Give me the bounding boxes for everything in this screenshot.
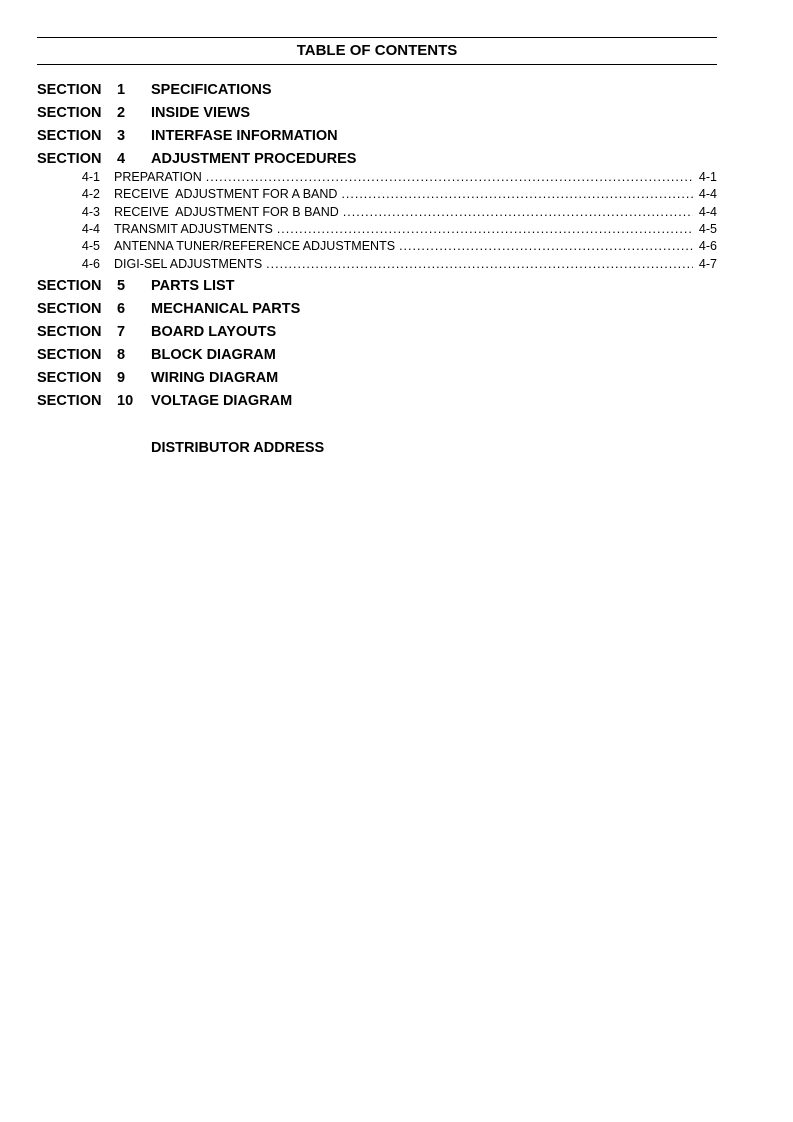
- section-number: 5: [117, 278, 126, 294]
- section-title: MECHANICAL PARTS: [151, 301, 301, 317]
- page-number: 4-4: [698, 205, 717, 219]
- subsection-number: 4-2: [81, 187, 100, 201]
- section-number: 9: [117, 370, 126, 386]
- subsection-title: RECEIVE ADJUSTMENT FOR A BAND: [114, 187, 338, 201]
- section-word: SECTION: [37, 105, 102, 121]
- section-title: BLOCK DIAGRAM: [151, 347, 276, 363]
- page-number: 4-4: [698, 187, 717, 201]
- page-number: 4-1: [698, 170, 717, 184]
- section-word: SECTION: [37, 347, 102, 363]
- top-rule: [37, 37, 717, 38]
- toc-subsection-4-2[interactable]: [81, 186, 717, 202]
- toc-subsection-4-5[interactable]: [81, 238, 717, 254]
- section-word: SECTION: [37, 393, 102, 409]
- section-title: INTERFASE INFORMATION: [151, 128, 338, 144]
- section-number: 10: [117, 393, 134, 409]
- subsection-number: 4-6: [81, 257, 100, 271]
- section-word: SECTION: [37, 128, 102, 144]
- subsection-title: ANTENNA TUNER/REFERENCE ADJUSTMENTS: [114, 239, 396, 253]
- section-title: PARTS LIST: [151, 278, 235, 294]
- toc-subsection-4-4[interactable]: [81, 221, 717, 237]
- page-number: 4-5: [698, 222, 717, 236]
- section-title: SPECIFICATIONS: [151, 82, 272, 98]
- subsection-title: DIGI-SEL ADJUSTMENTS: [114, 257, 263, 271]
- page-number: 4-6: [698, 239, 717, 253]
- toc-subsection-4-1[interactable]: [81, 169, 717, 185]
- section-number: 4: [117, 151, 126, 167]
- toc-subsection-4-3[interactable]: [81, 204, 717, 220]
- section-word: SECTION: [37, 82, 102, 98]
- dot-leader: [343, 204, 693, 220]
- subsection-number: 4-4: [81, 222, 100, 236]
- section-title: INSIDE VIEWS: [151, 105, 251, 121]
- section-number: 2: [117, 105, 126, 121]
- section-word: SECTION: [37, 324, 102, 340]
- dot-leader: [341, 186, 692, 202]
- section-title: ADJUSTMENT PROCEDURES: [151, 151, 357, 167]
- subsection-number: 4-5: [81, 239, 100, 253]
- section-word: SECTION: [37, 370, 102, 386]
- subsection-number: 4-1: [81, 170, 100, 184]
- dot-leader: [266, 256, 693, 272]
- page-title: TABLE OF CONTENTS: [296, 42, 458, 59]
- section-title: BOARD LAYOUTS: [151, 324, 277, 340]
- section-title: WIRING DIAGRAM: [151, 370, 279, 386]
- section-number: 8: [117, 347, 126, 363]
- dot-leader: [399, 238, 693, 254]
- section-number: 7: [117, 324, 126, 340]
- section-number: 6: [117, 301, 126, 317]
- page-number: 4-7: [698, 257, 717, 271]
- subsection-number: 4-3: [81, 205, 100, 219]
- bottom-rule: [37, 64, 717, 65]
- dot-leader: [206, 169, 693, 185]
- subsection-title: PREPARATION: [114, 170, 202, 184]
- section-word: SECTION: [37, 301, 102, 317]
- section-title: VOLTAGE DIAGRAM: [151, 393, 293, 409]
- subsection-title: TRANSMIT ADJUSTMENTS: [114, 222, 273, 236]
- dot-leader: [277, 221, 693, 237]
- section-number: 3: [117, 128, 126, 144]
- section-word: SECTION: [37, 151, 102, 167]
- section-number: 1: [117, 82, 126, 98]
- toc-subsection-4-6[interactable]: [81, 256, 717, 272]
- subsection-title: RECEIVE ADJUSTMENT FOR B BAND: [114, 205, 339, 219]
- distributor-address-heading[interactable]: DISTRIBUTOR ADDRESS: [151, 440, 325, 456]
- section-word: SECTION: [37, 278, 102, 294]
